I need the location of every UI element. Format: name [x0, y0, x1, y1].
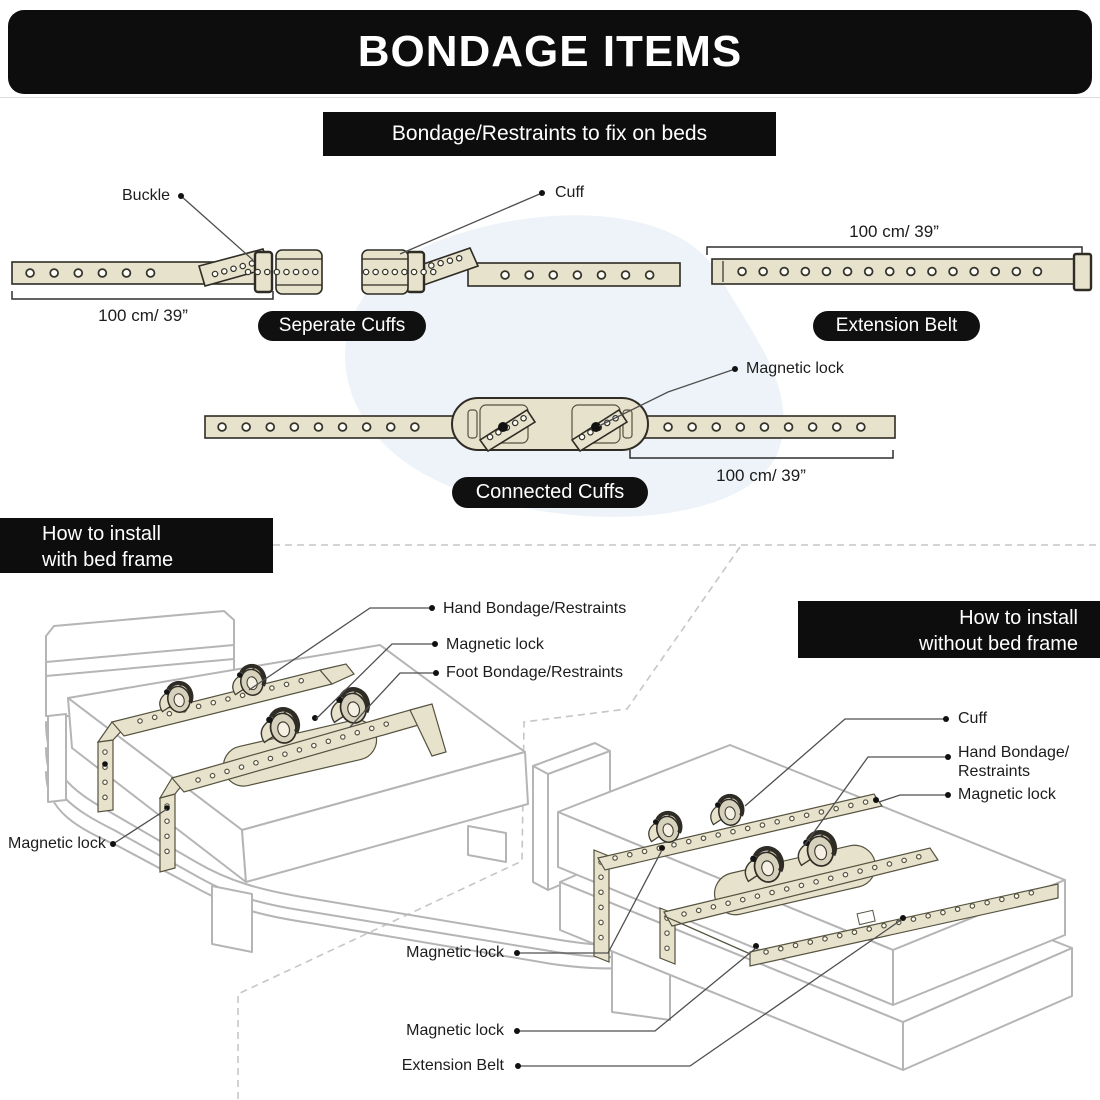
cuff-callout-label: Cuff: [958, 710, 988, 727]
magnetic-lock-label: Magnetic lock: [446, 636, 544, 653]
buckle-label: Buckle: [122, 187, 171, 204]
extension-belt-callout-label: Extension Belt: [401, 1057, 504, 1074]
connected-cuffs-illustration: [205, 398, 895, 458]
without-frame-heading: [798, 601, 1100, 658]
extension-belt-pill: Extension Belt: [813, 311, 980, 341]
foot-bondage-label: Foot Bondage/Restraints: [446, 664, 623, 681]
without-frame-heading-line1: How to install: [959, 607, 1078, 629]
magnetic-lock-bottom2-label: Magnetic lock: [406, 1022, 504, 1039]
subtitle-banner: [323, 112, 776, 156]
title-banner: [8, 10, 1092, 94]
header-divider: [0, 97, 1100, 98]
with-frame-heading: [0, 518, 273, 573]
cuff-label: Cuff: [555, 184, 585, 201]
with-frame-heading-line1: How to install: [42, 523, 161, 545]
magnetic-lock-side-label: Magnetic lock: [8, 835, 106, 852]
hand-bondage-label: Hand Bondage/Restraints: [443, 600, 627, 617]
with-frame-heading-line2: with bed frame: [42, 549, 174, 571]
hand-bondage-callout-label: [958, 743, 1069, 781]
page-title: BONDAGE ITEMS: [357, 27, 743, 76]
hand-bondage-callout-line1: Hand Bondage/: [958, 744, 1070, 761]
connected-magnetic-lock-label: Magnetic lock: [746, 360, 844, 377]
without-frame-heading-line2: without bed frame: [919, 633, 1078, 655]
hand-bondage-callout-line2: Restraints: [958, 763, 1031, 780]
separate-cuffs-pill: Seperate Cuffs: [258, 311, 426, 341]
magnetic-lock-bottom1-label: Magnetic lock: [406, 944, 504, 961]
extension-belt-illustration: [707, 247, 1091, 290]
connected-cuffs-pill: Connected Cuffs: [452, 477, 648, 508]
separate-cuffs-illustration: [12, 249, 322, 299]
separate-cuffs-measurement: 100 cm/ 39”: [98, 306, 188, 325]
magnetic-lock-callout-label: Magnetic lock: [958, 786, 1056, 803]
connected-cuffs-measurement: 100 cm/ 39”: [716, 466, 806, 485]
page-subtitle: Bondage/Restraints to fix on beds: [391, 122, 708, 145]
extension-belt-measurement: 100 cm/ 39”: [849, 222, 939, 241]
